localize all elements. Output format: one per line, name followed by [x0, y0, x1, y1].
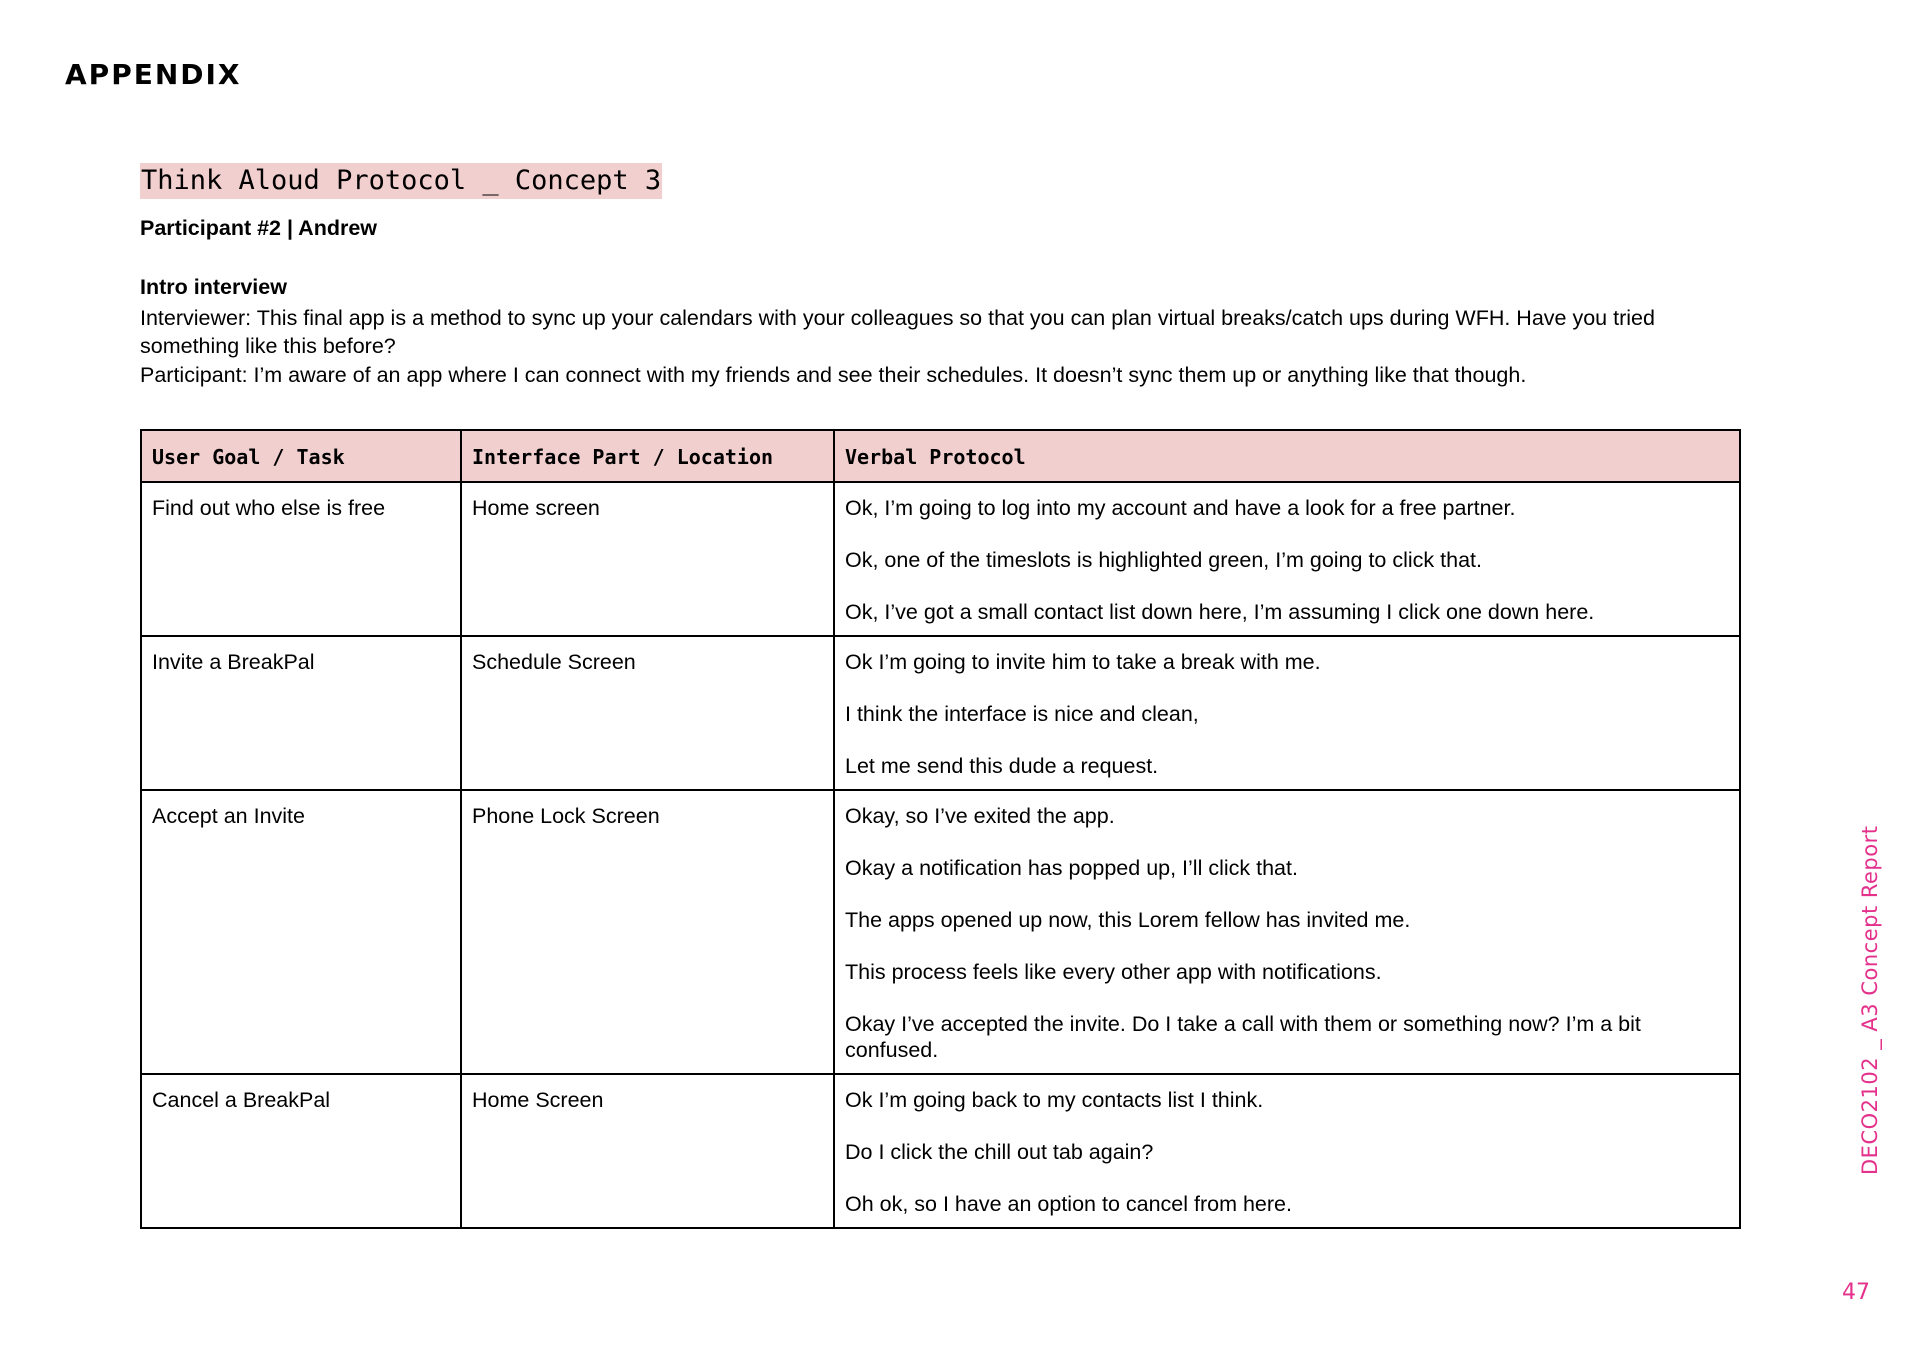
protocol-cell [834, 482, 1740, 636]
table-row [141, 636, 1740, 790]
task-cell: Find out who else is free [141, 482, 461, 636]
section-title: Think Aloud Protocol _ Concept 3 [140, 163, 662, 199]
location-cell: Home screen [461, 482, 834, 636]
appendix-header: APPENDIX [65, 58, 242, 91]
protocol-line: Oh ok, so I have an option to cancel from here. [845, 1192, 1292, 1216]
task-cell: Accept an Invite [141, 790, 461, 1074]
protocol-cell [834, 1074, 1740, 1228]
task-cell: Invite a BreakPal [141, 636, 461, 790]
protocol-line: I think the interface is nice and clean, [845, 702, 1199, 726]
location-cell: Home Screen [461, 1074, 834, 1228]
header-interface-part: Interface Part / Location [461, 430, 834, 482]
table-row [141, 482, 1740, 636]
protocol-line: Ok I’m going to invite him to take a break with me. [845, 650, 1321, 674]
header-verbal-protocol: Verbal Protocol [834, 430, 1740, 482]
table-header-row [141, 430, 1740, 482]
location-cell: Phone Lock Screen [461, 790, 834, 1074]
task-cell: Cancel a BreakPal [141, 1074, 461, 1228]
intro-section [140, 163, 1741, 389]
protocol-line: Let me send this dude a request. [845, 754, 1159, 778]
table-row [141, 1074, 1740, 1228]
intro-interviewer-text: Interviewer: This final app is a method to sync up your calendars with your colleagues so that you can plan virtual breaks/catch ups during WFH. Have you tried something like this before? [140, 306, 1655, 358]
protocol-line: Ok I’m going back to my contacts list I think. [845, 1088, 1264, 1112]
protocol-line: Okay, so I’ve exited the app. [845, 804, 1115, 828]
protocol-line: Okay I’ve accepted the invite. Do I take a call with them or something now? I’m a bit confused. [845, 1012, 1641, 1062]
header-user-goal: User Goal / Task [141, 430, 461, 482]
protocol-line: The apps opened up now, this Lorem fellow has invited me. [845, 908, 1411, 932]
protocol-line: Ok, I’ve got a small contact list down here, I’m assuming I click one down here. [845, 600, 1595, 624]
page-number: 47 [1842, 1280, 1870, 1305]
participant-label: Participant #2 | Andrew [140, 216, 378, 240]
protocol-line: Okay a notification has popped up, I’ll click that. [845, 856, 1298, 880]
protocol-line: Ok, I’m going to log into my account and have a look for a free partner. [845, 496, 1516, 520]
intro-participant-text: Participant: I’m aware of an app where I can connect with my friends and see their schedules. It doesn’t sync them up or anything like that though. [140, 363, 1527, 387]
protocol-line: Do I click the chill out tab again? [845, 1140, 1154, 1164]
protocol-line: This process feels like every other app with notifications. [845, 960, 1382, 984]
report-footer-label: DECO2102 _ A3 Concept Report [1858, 825, 1882, 1175]
intro-heading: Intro interview [140, 275, 287, 299]
protocol-cell [834, 636, 1740, 790]
protocol-line: Ok, one of the timeslots is highlighted green, I’m going to click that. [845, 548, 1482, 572]
location-cell: Schedule Screen [461, 636, 834, 790]
table-row [141, 790, 1740, 1074]
protocol-cell [834, 790, 1740, 1074]
think-aloud-table [140, 429, 1741, 1229]
